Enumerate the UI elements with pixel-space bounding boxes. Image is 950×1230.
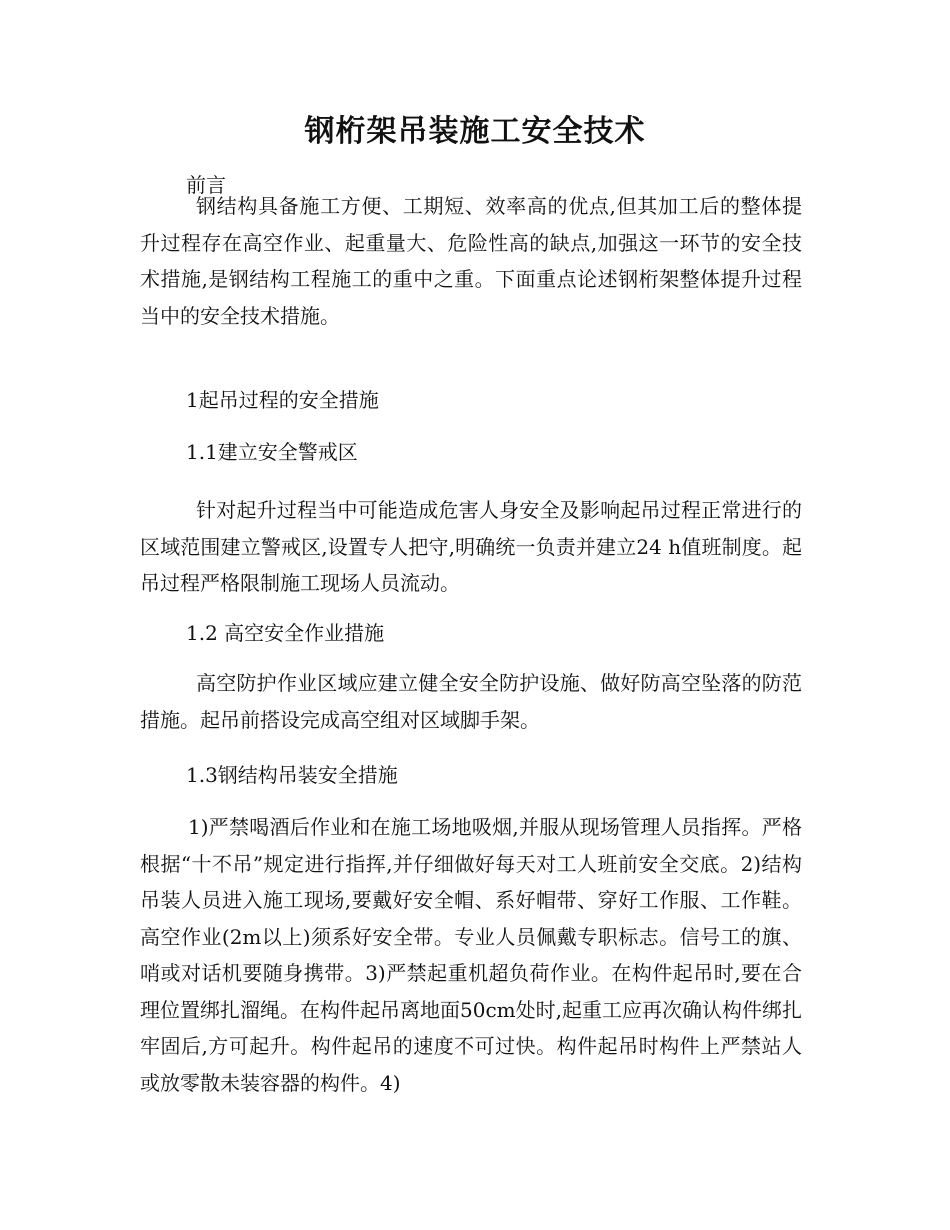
section-1-3-paragraph: 1)严禁喝酒后作业和在施工场地吸烟,并服从现场管理人员指挥。严格根据“十不吊”规定进行指挥,并仔细做好每天对工人班前安全交底。2)结构吊装人员进入施工现场,要戴好安全帽、系好帽带、穿好工作服、工作鞋。高空作业(2m以上)须系好安全带。专业人员佩戴专职标志。信号工的旗、哨或对话机要随身携带。3)严禁起重机超负荷作业。在构件起吊时,要在合理位置绑扎溜绳。在构件起吊离地面50cm处时,起重工应再次确认构件绑扎牢固后,方可起升。构件起吊的速度不可过快。构件起吊时构件上严禁站人或放零散未装容器的构件。4) <box>140 815 802 1095</box>
intro-paragraph: 钢结构具备施工方便、工期短、效率高的优点,但其加工后的整体提升过程存在高空作业、起重量大、危险性高的缺点,加强这一环节的安全技术措施,是钢结构工程施工的重中之重。下面重点论述钢桁架整体提升过程当中的安全技术措施。 <box>140 194 802 328</box>
section-1-heading: 1起吊过程的安全措施 <box>186 388 379 412</box>
section-1-1-paragraph: 针对起升过程当中可能造成危害人身安全及影响起吊过程正常进行的区域范围建立警戒区,设置专人把守,明确统一负责并建立24 h值班制度。起吊过程严格限制施工现场人员流动。 <box>140 498 802 595</box>
section-1-3-heading: 1.3钢结构吊装安全措施 <box>186 763 398 787</box>
section-1-2-paragraph: 高空防护作业区域应建立健全安全防护设施、做好防高空坠落的防范措施。起吊前搭设完成高空组对区域脚手架。 <box>140 671 802 732</box>
foreword-heading: 前言 <box>186 173 226 197</box>
document-title: 钢桁架吊装施工安全技术 <box>304 114 646 149</box>
section-1-1-heading: 1.1建立安全警戒区 <box>186 440 358 464</box>
section-1-2-heading: 1.2 高空安全作业措施 <box>186 621 385 645</box>
